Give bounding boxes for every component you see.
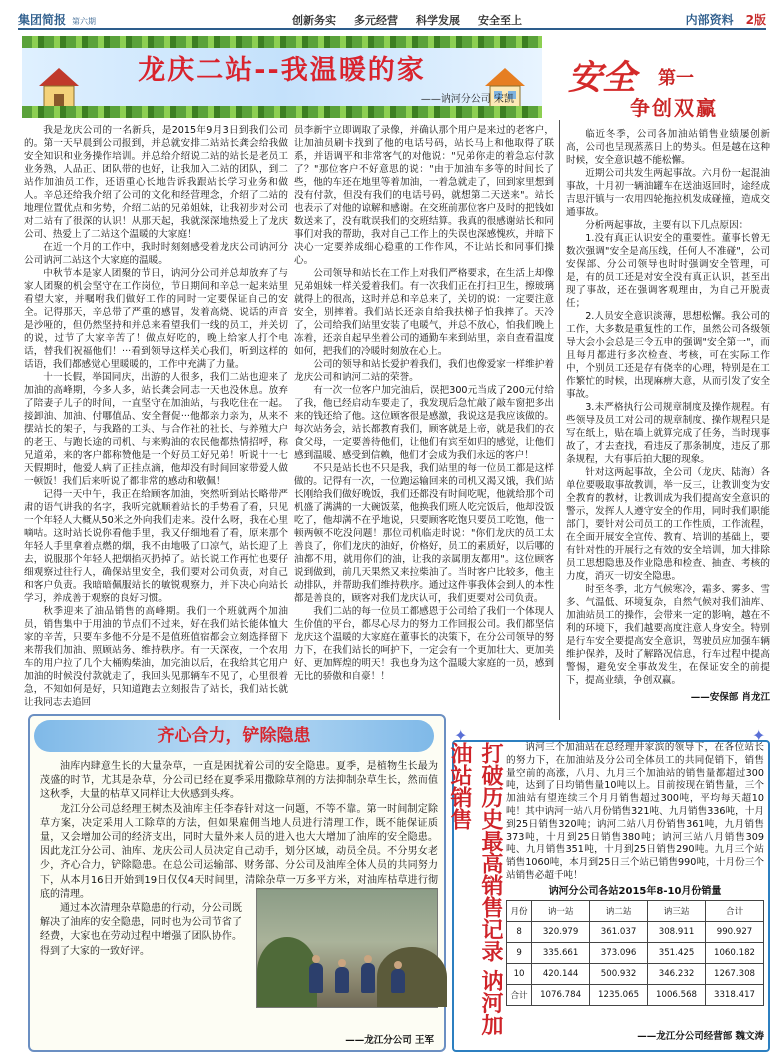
paragraph: 时至冬季，北方气候寒冷，霜多、雾多、雪多、气温低、环境复杂，自然气候对我们油库、加油站员工的操作，会带来一定的影响，越在不利的环境下，我们越要高度注意人身安全。特别是行车安全要提高安全意识，驾驶员应加强车辆维护保养，及时了解路况信息，行车过程中提高警惕，避免安全事故发生，在保证安全的前提下，提高业绩，争创双赢。 [566, 584, 770, 686]
material-label: 内部资料 [685, 13, 734, 27]
page-header [18, 8, 766, 30]
issue-number: 第六期 [72, 17, 97, 26]
logo-first-text: 第一 [658, 68, 694, 89]
paragraph: 秋季迎来了油品销售的高峰期。我们一个班就两个加油员，销售集中于用油的节点们不过来，好在我们站长能体恤大家的辛苦，只要车多他不分是不是值班值宿都会立刻选择留下来帮我们加油、照顾站务、维持秩序。有一天深夜，一个农用车的用户拉了几个大桶购柴油，加完油以后，在我给其它用户加油的时候没付款就走了，我回头见那辆车不见了，心里很着急，不知如何是好，只知道跑去立刻报告了站长，我们站长就让我同志去追回 [24, 606, 288, 708]
paragraph: 临近冬季，公司各加油站销售业绩屡创新高，公司也呈现蒸蒸日上的势头。但是越在这种时候，安全意识越不能松懈。 [566, 129, 770, 166]
paragraph: 我们二站的每一位员工都感恩于公司给了我们一个体现人生价值的平台，都尽心尽力的努力工作回报公司。我们都坚信龙庆这个温暖的大家庭在董事长的决策下，在分公司领导的努力下，在我们站长的呵护下，一定会有一个更加壮大、更加美好、更加辉煌的明天！我也身为这个温暖大家庭的一员，感到无比的骄傲和自豪！！ [294, 606, 554, 682]
safety-logo [568, 50, 768, 122]
article1-column-1 [24, 124, 288, 708]
table-cell: 361.037 [590, 922, 648, 943]
star-icon: ✦ [454, 726, 468, 745]
tree-shape [377, 947, 447, 1007]
paragraph: 2.人员安全意识淡薄，思想松懈。我公司的工作，大多数是重复性的工作，虽然公司各级领导大会小会总是三令五申的强调"安全第一"，而且每月都进行多次检查、考核，可在实际工作中，个别员工还是存有侥幸的心理，特别是在工作繁忙的时候，出现麻痹大意，从而引发了安全事故。 [566, 311, 770, 400]
sales-article-title [447, 742, 503, 1044]
sales-article-signature: ——龙江分公司经营部 魏文涛 [637, 1031, 764, 1042]
paragraph: 中秋节本是家人团聚的节日，讷河分公司并总却放弃了与家人团聚的机会坚守在工作岗位，节日期间和辛总一起来站里看望大家，并嘱咐我们做好工作的同时一定要保证自己的安全。记得那天，辛总带了严重的感冒，发着高烧、说话的声音是沙哑的，但仍然坚持和并总来看望我们一线的员工，并关切的说，过节了大家辛苦了！做点好吃的，晚上给家人打个电话，替我们祝福他们！···看到领导这样关心我们，听到这样的话语，我们都感觉心里暖暖的，工作中充满了力量。 [24, 268, 288, 370]
table-cell: 3318.417 [706, 985, 764, 1006]
table-row [507, 964, 764, 985]
table-cell: 1235.065 [590, 985, 648, 1006]
column-divider [559, 120, 560, 720]
table-cell: 合计 [507, 985, 532, 1006]
table-cell: 1060.182 [706, 943, 764, 964]
logo-safety-text: 安全 [568, 58, 636, 98]
article1-byline: ——讷河分公司 宋凯 [420, 94, 514, 105]
paragraph: 分析两起事故，主要有以下几点原因： [585, 220, 749, 231]
logo-subtitle: 争创双赢 [630, 96, 718, 120]
table-header-cell: 讷一站 [532, 901, 590, 922]
slogan: 科学发展 [416, 14, 460, 27]
paragraph: 1.没有真正认识安全的重要性。董事长曾无数次强调"安全是高压线，任何人不准碰"，公司安保部、分公司领导也时时强调安全管理，可是，有的员工还是对安全没有真正认识，甚至出现了事故，还在强调客观理由，为自己开脱责任； [566, 233, 770, 309]
paragraph: 针对这两起事故，全公司（龙庆、陆海）各单位要吸取事故教训，举一反三，让教训变为安全教育的教材，让教训成为我们提高安全意识的警示，发挥人人遵守安全的作用，同时我们职能部门，要针对公司员工的工作性质，工作流程，在全面开展安全宣传、教育、培训的基础上，要有针对性的开展行之有效的安全培训，加大排除员工思想隐患及作业隐患和检查、抽查、考核的力度，消灭一切安全隐患。 [566, 467, 770, 582]
star-icon: ✦ [752, 726, 766, 745]
table-row [507, 985, 764, 1006]
table-cell: 9 [507, 943, 532, 964]
sales-title-text: 打破历史最高销售记录 讷河加油站销售 [447, 742, 503, 1036]
worker-figure [391, 969, 405, 993]
table-cell: 335.661 [532, 943, 590, 964]
page-label [646, 11, 766, 28]
paragraph: 公司领导和站长在工作上对我们严格要求，在生活上却像兄弟姐妹一样关爱着我们。有一次我们正在打扫卫生，擦玻璃就得上的很高，这时并总和辛总来了，关切的说：一定要注意安全，别摔着。我们站长还亲自给我扶梯子怕我摔了。天冷了，公司给我们站里安装了电暖气，并总不放心，怕我们晚上冻着，还亲自起早坐着公司的通勤车来到站里，亲自查看温度如何，把我们的冷暖时刻放在心上。 [294, 268, 554, 357]
table-header-cell: 讷二站 [590, 901, 648, 922]
paragraph: 公司的领导和站长爱护着我们，我们也像爱家一样维护着龙庆公司和讷河二站的荣誉。 [294, 359, 554, 383]
journal-title: 集团简报 [18, 13, 67, 27]
vine-decoration [22, 36, 542, 48]
table-cell: 1267.308 [706, 964, 764, 985]
table-cell: 8 [507, 922, 532, 943]
table-cell: 420.144 [532, 964, 590, 985]
paragraph: 油库内肆意生长的大量杂草，一直是困扰着公司的安全隐患。夏季，是植物生长最为茂盛的时节，尤其是杂草，分公司已经在夏季采用撒除草剂的方法抑制杂草生长，然而值这秋季，大量的枯草又同样让大伙感到头疼。 [40, 761, 438, 801]
paragraph: 十一长假，举国同庆，出游的人很多，我们二站也迎来了加油的高峰期，今多人多，站长龚会同志一天也没休息。放弃了陪妻子儿子的时间，一直坚守在加油站，与我吃住在一起。接卸油、加油、付哪值品、安全督促···他都亲力亲为，从来不摆站长的架子，与我路的工头、与合作社的社长、与养殖大户的老王、与跑长途的司机、与来购油的农民他都热情招呼，称兄道弟，来的客户都称赞他是一个好员工好兄弟！听说十一七天假期时，他爱人病了正挂点滴，他却没有时间回家带爱人做一顿饭！我们后来听说了都非常的感动和敬佩！ [24, 372, 288, 487]
table-cell: 351.425 [648, 943, 706, 964]
paragraph: 不只是站长也不只是我，我们站里的每一位员工都是这样做的。记得有一次，一位跑运输回来的司机又渴又饿，我们站长刚给我们做好晚饭，我们还都没有时间吃呢，他就给那个司机盛了满满的一大碗饭菜，他换我们班人吃完饭后，他却没饭吃了，他却满不在乎地说，只要顾客吃饱只要员工吃饱，他一顿两顿不吃没问题！那位司机临走时说："你们龙庆的员工太善良了，你们龙庆的油好，价格好，员工的素质好，以后哪的油都不用，就用你们的油，让我的亲属朋友都用"。这位顾客说到做到，前几天果然又来拉柴油了。当时客户比较多，他主动排队，并帮助我们维持秩序。通过这件事我体会到人的本性都是善良的，顾客对我们龙庆认可，我们更要对公司负责。 [294, 463, 554, 604]
table-cell: 346.232 [648, 964, 706, 985]
vine-decoration [22, 106, 542, 118]
table-cell: 990.927 [706, 922, 764, 943]
tree-shape [257, 937, 317, 1007]
table-header-cell: 月份 [507, 901, 532, 922]
table-cell: 500.932 [590, 964, 648, 985]
slogan: 安全至上 [478, 14, 522, 27]
table-row [507, 922, 764, 943]
paragraph: 有一次一位客户加完油后，误把300元当成了200元付给了我，他已经启动车要走了，我发现后急忙敲了敲车窗把多出来的钱还给了他。这位顾客很是感激，我说这是我应该做的。每次站务会，站长都教育我们，顾客就是上帝，就是我们的衣食父母，一定要善待他们，让他们有宾至如归的感觉，让他们感到温暖、感受到信赖，他们才会成为我们永远的客户！ [294, 385, 554, 461]
table-row [507, 943, 764, 964]
paragraph: 在近一个月的工作中，我时时刻刻感受着龙庆公司讷河分公司讷河二站这个大家庭的温暖。 [24, 242, 288, 266]
paragraph: 记得一天中午，我正在给顾客加油，突然听到站长略带严肃的语气讲我的名字，我听完就顺着站长的手势看了看，只见一个年轻人大概从50米之外向我们走来。没什么呀，我在心里嘀咕。这时站长说你看他手里，我又仔细地看了看，原来那个年轻人手里拿着点燃的烟，我不由地吸了口凉气，站长迎了上去，说服那个年轻人把烟掐灭扔掉了。站长说工作再忙也要仔细观察过往行人，确保站里安全，我们要对公司负责，对自己和客户负责。我暗暗佩服站长的敏锐观察力，并下决心向站长学习，养成善于观察的良好习惯。 [24, 489, 288, 604]
article2-signature: ——龙江分公司 王军 [345, 1035, 434, 1046]
safety-article-signature: ——安保部 肖龙江 [690, 692, 770, 703]
table-header-cell: 合计 [706, 901, 764, 922]
slogan: 创新务实 [292, 14, 336, 27]
article1-banner [22, 36, 542, 118]
worker-figure [309, 963, 323, 993]
paragraph: 龙江分公司总经理王树杰及油库主任李春针对这一问题，不等不靠。第一时间制定除草方案，决定采用人工除草的方法，但如果雇佣当地人员进行清理工作，既不能保证质量，又会增加公司的经济支出，同时大量外来人员的进入也大大增加了油库的安全隐患。因此龙江分公司、油库、龙庆公司人员决定自己动手，划分区域，动员全员。不分男女老少，齐心合力，铲除隐患。在总公司运输部、财务部、分公司及油库全体人员的共同努力下，从本月16日开始到19日仅仅4天时间里，清除杂草一万多平方米，对油库枯草进行彻底的清理。 [40, 803, 438, 900]
worker-figure [361, 963, 375, 993]
article1-title: 龙庆二站--我温暖的家 [138, 55, 426, 86]
worker-figure [335, 967, 349, 993]
sales-table [506, 884, 764, 1026]
journal-name [18, 11, 168, 28]
slogans [168, 12, 646, 28]
paragraph: 3.未严格执行公司规章制度及操作规程。有些领导及员工对公司的规章制度、操作规程只是写在纸上，贴在墙上就算完成了任务，当时现事故了，才去查找，看违反了那条制度，违反了那条规程，大有事后拍大腿的现象。 [566, 402, 770, 465]
slogan: 多元经营 [354, 14, 398, 27]
sales-data-table [506, 900, 764, 1006]
table-header-cell: 讷三站 [648, 901, 706, 922]
paragraph: 近期公司共发生两起事故。六月份一起混油事故，十月初一辆油罐车在送油返回时，途经成吉思汗镇与一农用四轮拖拉机发成碰撞，造成交通事故。 [566, 168, 770, 218]
sales-article-text [506, 742, 764, 882]
article1-column-2 [294, 124, 554, 682]
table-cell: 10 [507, 964, 532, 985]
table-cell: 1006.568 [648, 985, 706, 1006]
table-cell: 1076.784 [532, 985, 590, 1006]
page-number: 2版 [745, 13, 766, 27]
table-cell: 320.979 [532, 922, 590, 943]
table-cell: 308.911 [648, 922, 706, 943]
workers-photo [256, 888, 438, 1008]
article2-title: 齐心合力，铲除隐患 [34, 720, 434, 752]
table-caption: 讷河分公司各站2015年8-10月份销量 [548, 886, 722, 897]
paragraph: 讷河三个加油站在总经理井家滨的领导下，在各位站长的努力下，在加油站及分公司全体员工的共同促销下，销售量空前的高涨，八月、九月三个加油站的销售量都超过300吨，达到了日均销售量10吨以上。目前按现在销售量，三个加油站有望连续三个月月销售超过300吨，平均每天超10吨！其中讷河一站八月份销售321吨、九月销售336吨，十月到25日销售320吨；讷河二站八月份销售361吨，九月销售373吨，十月到25日销售380吨；讷河三站八月销售309吨、九月销售351吨，十月到25日销售290吨。九月三个站销售1060吨，本月到25日三个站已销售990吨，十月份三个站销售必超千吨！ [506, 742, 764, 881]
paragraph: 通过本次清理杂草隐患的行动，分公司既解决了油库的安全隐患，同时也为公司节省了经费，大家也在劳动过程中增强了团队协作。得到了大家的一致好评。 [40, 903, 242, 957]
table-cell: 373.096 [590, 943, 648, 964]
table-header-row [507, 901, 764, 922]
paragraph: 我是龙庆公司的一名新兵，是2015年9月3日到我们公司的。第一天早晨到公司报到，并总就安排二站站长龚会给我做安全知识和业务操作培训。并总给介绍说二站的站长是老员工业务熟，人品正、团队带的也好，让我加入二站的团队，到二站作加油员工作，还语重心长地告诉我跟站长学习业务和做人。辛总还给我介绍了公司的文化和经营理念，介绍了二站的地理位置优点和劣势，介绍二站的兄弟姐妹，让我初步对公司对二站有了很深的认识！从那天起，我就深深地热爱上了龙庆公司、热爱上了二站这个温暖的大家庭！ [24, 125, 288, 240]
safety-article [566, 128, 770, 720]
paragraph: 员李新宇立即调取了录像，并确认那个用户是来过的老客户，让加油员刷卡找到了他的电话号码，站长马上和他取得了联系，并语调平和非常客气的对他说："兄弟你走的着急忘付款了？"那位客户不好意思的说："由于加油车多等的时间长了些，他的车还在地里等着加油，一着急就走了，回到家里想到没有付款，但没有我们的电话号码，就想第二天送来"。站长也表示了对他的谅解和感谢。在交班前那位客户及时的把钱如数送来了，没有耽误我们的交班结算。我真的很感谢站长和同事们对我的帮助，我对自己工作上的失误也深感愧疚，并暗下决心一定要养成细心稳重的工作作风，不让站长和同事们操心。 [294, 125, 554, 266]
